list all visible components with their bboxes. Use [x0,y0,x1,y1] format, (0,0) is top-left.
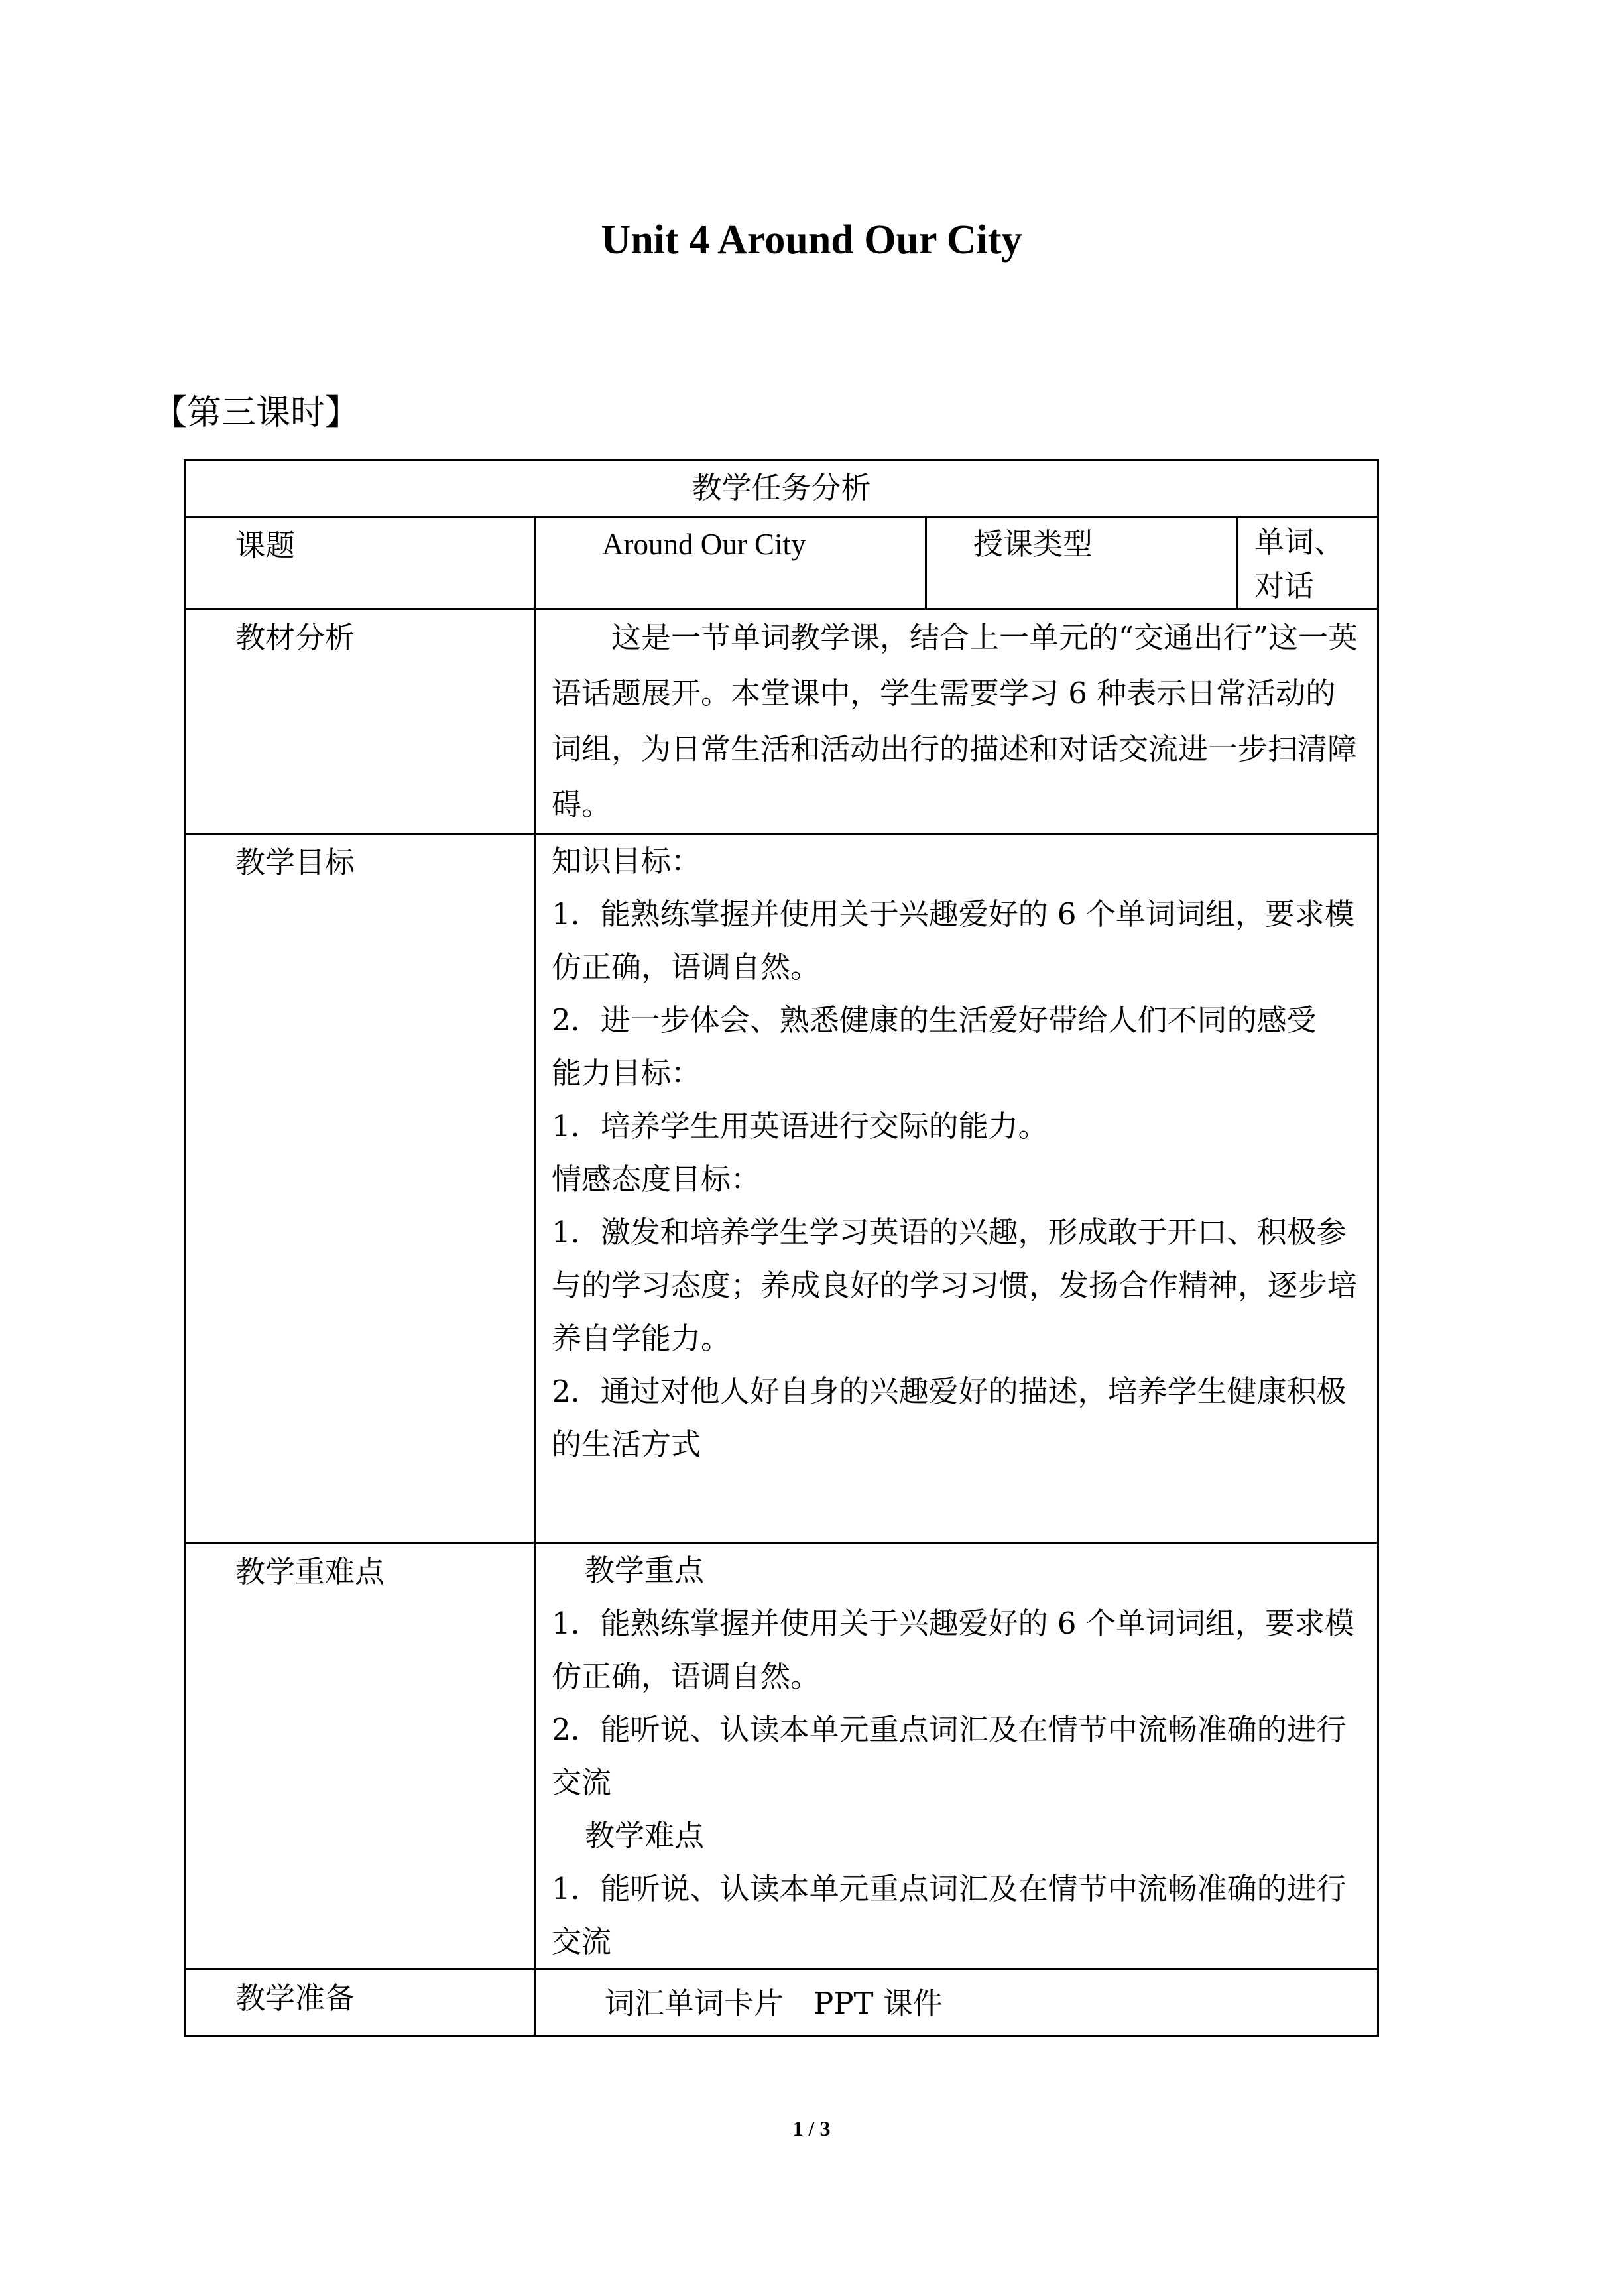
key-item-1: 1．能熟练掌握并使用关于兴趣爱好的 6 个单词词组，要求模仿正确，语调自然。 [552,1606,1354,1694]
page-number: 1 / 3 [792,2116,831,2140]
section-heading: 【第三课时】 [152,393,360,433]
knowledge-title: 知识目标： [552,843,701,878]
prep-label: 教学准备 [185,1970,535,2036]
type-label: 授课类型 [926,517,1238,609]
goals-label: 教学目标 [185,834,535,1543]
lesson-plan-table [184,459,1379,2037]
material-cell [535,609,1378,834]
emotion-item-2: 2．通过对他人好自身的兴趣爱好的描述，培养学生健康积极的生活方式 [552,1374,1347,1462]
ability-item-1: 1．培养学生用英语进行交际的能力。 [552,1109,1048,1144]
key-item-2: 2．能听说、认读本单元重点词汇及在情节中流畅准确的进行交流 [552,1712,1347,1800]
knowledge-item-2: 2．进一步体会、熟悉健康的生活爱好带给人们不同的感受 [552,1002,1317,1038]
ability-title: 能力目标： [552,1056,701,1091]
difficult-title: 教学难点 [585,1818,705,1853]
emotion-item-1: 1．激发和培养学生学习英语的兴趣，形成敢于开口、积极参与的学习态度；养成良好的学习习惯，发扬合作精神，逐步培养自学能力。 [552,1215,1358,1356]
difficult-item-1: 1．能听说、认读本单元重点词汇及在情节中流畅准确的进行交流 [552,1871,1347,1959]
topic-value: Around Our City [535,517,926,609]
table-header: 教学任务分析 [185,461,1378,517]
type-value: 单词、对话 [1238,517,1378,609]
material-text: 这是一节单词教学课，结合上一单元的“交通出行”这一英语话题展开。本堂课中，学生需要学习 6 种表示日常活动的词组，为日常生活和活动出行的描述和对话交流进一步扫清障碍。 [552,620,1358,822]
keypoints-label: 教学重难点 [185,1543,535,1970]
keypoints-cell [535,1543,1378,1970]
material-label: 教材分析 [185,609,535,834]
topic-label: 课题 [185,517,535,609]
knowledge-item-1: 1．能熟练掌握并使用关于兴趣爱好的 6 个单词词组，要求模仿正确，语调自然。 [552,896,1354,985]
page-title: Unit 4 Around Our City [601,217,1022,263]
prep-value: 词汇单词卡片 PPT 课件 [535,1970,1378,2036]
key-title: 教学重点 [585,1553,705,1588]
goals-cell [535,834,1378,1543]
emotion-title: 情感态度目标： [552,1162,761,1197]
